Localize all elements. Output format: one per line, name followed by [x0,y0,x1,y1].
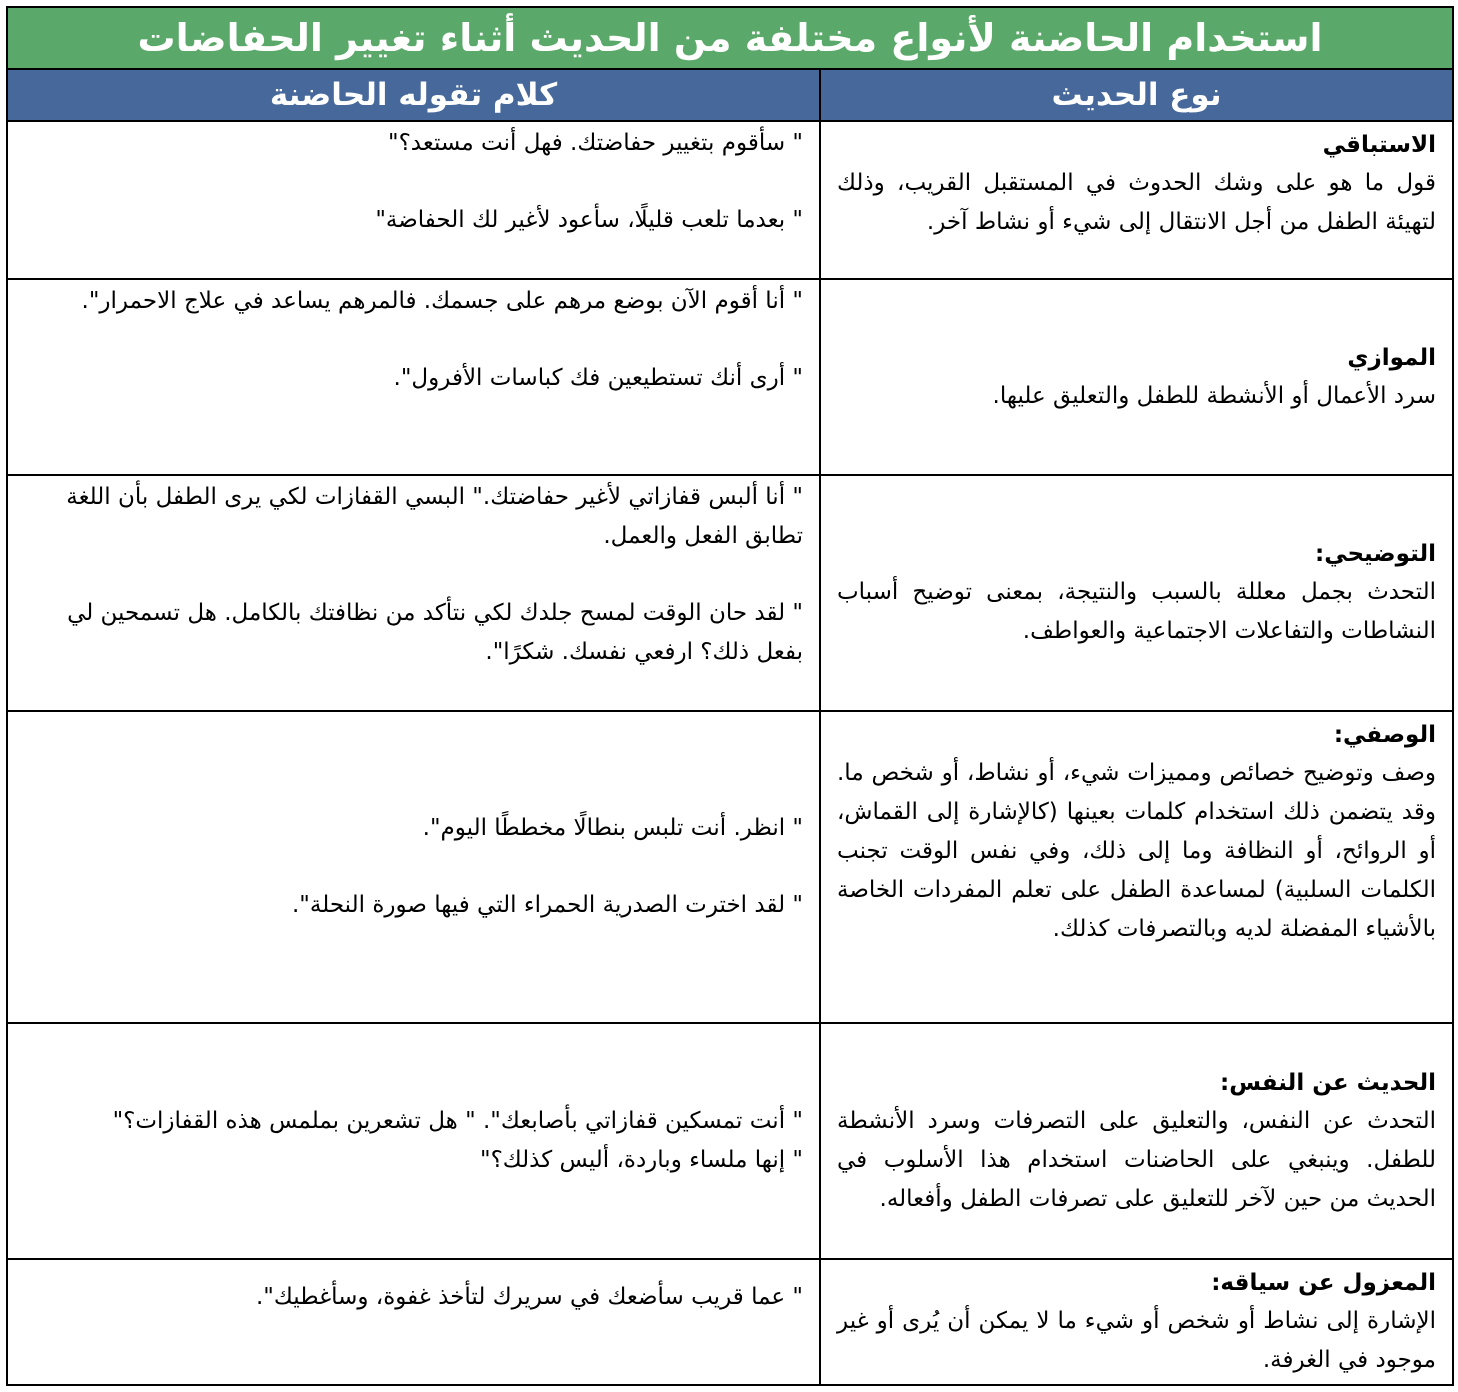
quote-cell [7,1259,820,1385]
type-description: التحدث عن النفس، والتعليق على التصرفات وسرد الأنشطة للطفل. وينبغي على الحاضنات استخدام هذا الأسلوب في الحديث من حين لآخر للتعليق على تصرفات الطفل وأفعاله. [837,1107,1436,1212]
quote-text: " أنا ألبس قفازاتي لأغير حفاضتك." البسي القفازات لكي يرى الطفل بأن اللغة تطابق الفعل والعمل. [66,484,803,549]
quote-text: " أنا أقوم الآن بوضع مرهم على جسمك. فالمرهم يساعد في علاج الاحمرار". [81,288,803,314]
speech-types-table [6,6,1454,1386]
quote-text: " لقد اخترت الصدرية الحمراء التي فيها صورة النحلة". [291,892,803,918]
quote-cell [7,121,820,279]
table-row [7,1259,1453,1385]
quote-text: " إنها ملساء وباردة، أليس كذلك؟" [479,1147,803,1173]
type-name: التوضيحي: [1315,541,1436,567]
type-description: التحدث بجمل معللة بالسبب والنتيجة، بمعنى توضيح أسباب النشاطات والتفاعلات الاجتماعية والعواطف. [837,579,1436,644]
table-row [7,121,1453,279]
type-name: الحديث عن النفس: [1220,1069,1436,1096]
table-row [7,279,1453,475]
table-row [7,475,1453,711]
quote-text: " بعدما تلعب قليلًا، سأعود لأغير لك الحفاضة" [375,207,803,233]
type-description: قول ما هو على وشك الحدوث في المستقبل القريب، وذلك لتهيئة الطفل من أجل الانتقال إلى شيء أو نشاط آخر. [837,170,1436,235]
type-cell [820,279,1453,475]
type-description: الإشارة إلى نشاط أو شخص أو شيء ما لا يمكن أن يُرى أو غير موجود في الغرفة. [837,1308,1436,1373]
type-cell [820,475,1453,711]
quote-text: " أنت تمسكين قفازاتي بأصابعك". " هل تشعرين بملمس هذه القفازات؟" [112,1108,803,1134]
quote-text: " سأقوم بتغيير حفاضتك. فهل أنت مستعد؟" [388,130,803,156]
page [6,6,1458,1386]
quote-cell [7,1023,820,1259]
quote-cell [7,475,820,711]
type-cell [820,121,1453,279]
type-cell [820,1023,1453,1259]
header-speech-type: نوع الحديث [820,69,1453,121]
table-title: استخدام الحاضنة لأنواع مختلفة من الحديث أثناء تغيير الحفاضات [7,7,1453,69]
type-name: الموازي [1347,344,1436,371]
header-caregiver-words: كلام تقوله الحاضنة [7,69,820,121]
quote-text: " أرى أنك تستطيعين فك كباسات الأفرول". [393,365,803,391]
type-description: سرد الأعمال أو الأنشطة للطفل والتعليق عليها. [992,382,1436,409]
type-name: المعزول عن سياقه: [1211,1270,1436,1296]
quote-cell [7,711,820,1023]
quote-text: " انظر. أنت تلبس بنطالًا مخططًا اليوم". [422,815,803,841]
header-row [7,69,1453,121]
table-row [7,711,1453,1023]
type-cell [820,711,1453,1023]
table-row [7,1023,1453,1259]
type-description: وصف وتوضيح خصائص ومميزات شيء، أو نشاط، أو شخص ما. وقد يتضمن ذلك استخدام كلمات بعينها (كالإشارة إلى القماش، أو الروائح، أو النظافة وما إلى ذلك، وفي نفس الوقت تجنب الكلمات السلبية) لمساعدة الطفل على تعلم المفردات الخاصة بالأشياء المفضلة لديه وبالتصرفات كذلك. [837,760,1436,942]
type-name: الوصفي: [1333,722,1436,748]
type-cell [820,1259,1453,1385]
quote-text: " عما قريب سأضعك في سريرك لتأخذ غفوة، وسأغطيك". [256,1284,803,1310]
type-name: الاستباقي [1322,132,1436,158]
quote-text: " لقد حان الوقت لمسح جلدك لكي نتأكد من نظافتك بالكامل. هل تسمحين لي بفعل ذلك؟ ارفعي نفسك. شكرًا". [67,600,803,665]
title-row [7,7,1453,69]
quote-cell [7,279,820,475]
